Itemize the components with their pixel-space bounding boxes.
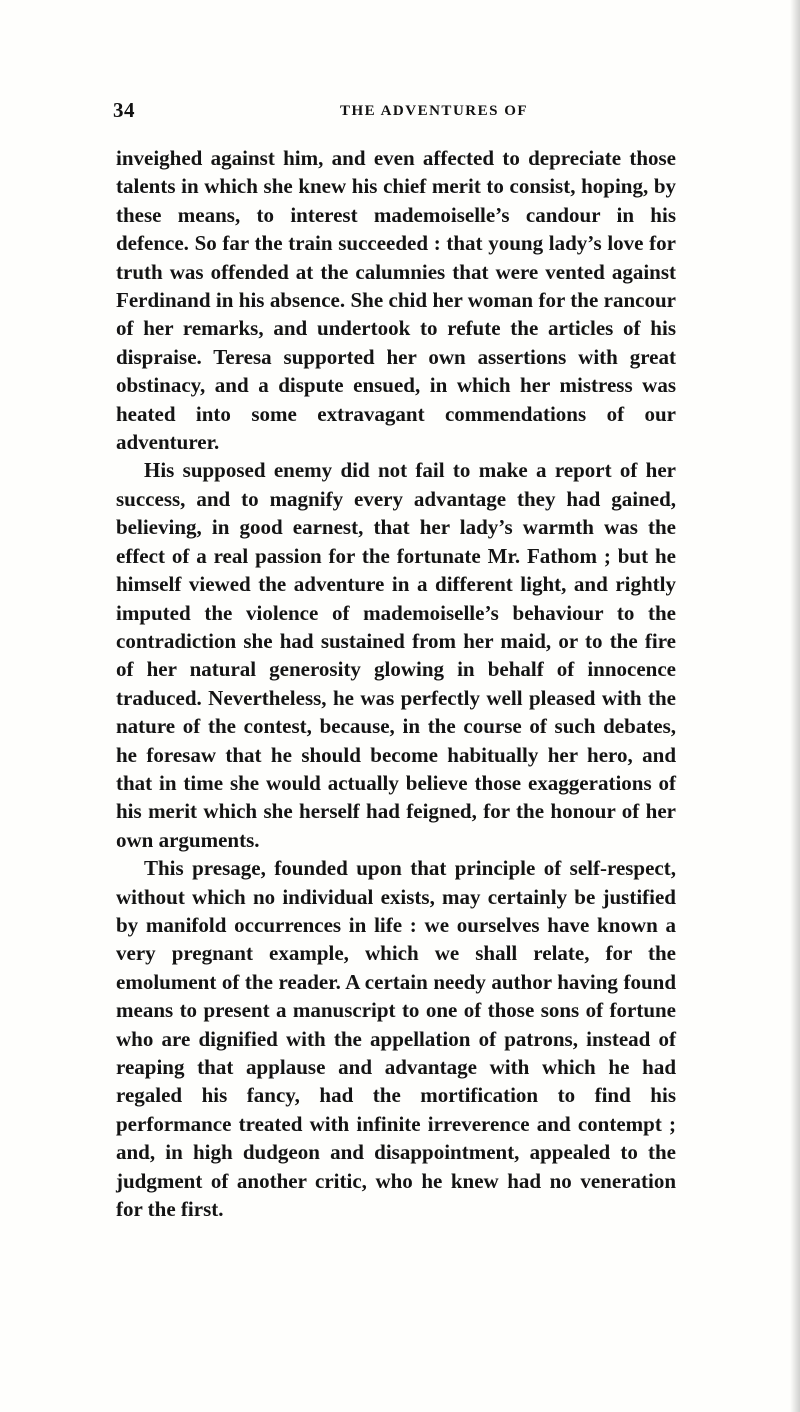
page-edge-shadow — [790, 0, 800, 1412]
page-number: 34 — [113, 98, 135, 122]
page-header — [113, 98, 673, 128]
body-text — [116, 144, 676, 1223]
running-title: THE ADVENTURES OF — [340, 103, 529, 119]
paragraph-3: This presage, founded upon that principle of self-respect, without which no individual exists, may certainly be justified by manifold occurrences in life : we ourselves have known a very pregnant example, which we shall relate, for the emolument of the reader. A certain needy author having found means to present a manuscript to one of those sons of fortune who are dignified with the appellation of patrons, instead of reaping that applause and advantage with which he had regaled his fancy, had the mortification to find his performance treated with infinite irreverence and contempt ; and, in high dudgeon and disappointment, appealed to the judgment of another critic, who he knew had no veneration for the first. — [116, 856, 676, 1222]
paragraph-2: His supposed enemy did not fail to make a report of her success, and to magnify every advantage they had gained, believing, in good earnest, that her lady’s warmth was the effect of a real passion for the fortunate Mr. Fathom ; but he himself viewed the adventure in a different light, and rightly imputed the violence of mademoiselle’s behaviour to the contradiction she had sustained from her maid, or to the fire of her natural generosity glowing in behalf of innocence traduced. Nevertheless, he was perfectly well pleased with the nature of the contest, because, in the course of such debates, he foresaw that he should become habitually her hero, and that in time she would actually believe those exaggerations of his merit which she herself had feigned, for the honour of her own arguments. — [116, 458, 676, 852]
paragraph-1: inveighed against him, and even affected to depreciate those talents in which she knew his chief merit to consist, hoping, by these means, to interest mademoiselle’s candour in his defence. So far the train succeeded : that young lady’s love for truth was offended at the calumnies that were vented against Ferdinand in his absence. She chid her woman for the rancour of her remarks, and undertook to refute the articles of his dispraise. Teresa supported her own assertions with great obstinacy, and a dispute ensued, in which her mistress was heated into some extravagant commendations of our adventurer. — [116, 146, 676, 455]
